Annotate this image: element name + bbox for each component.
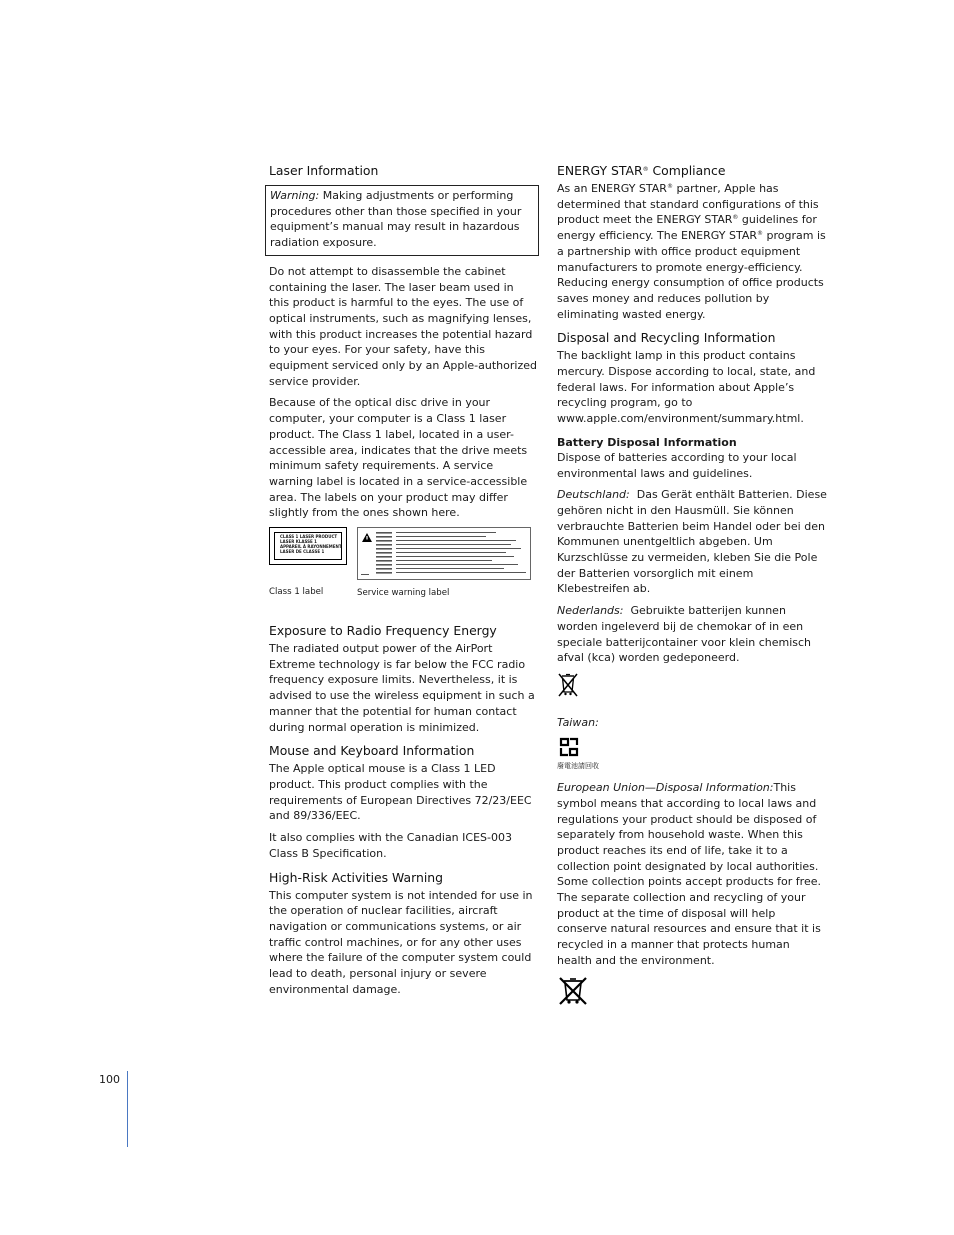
radio-text: The radiated output power of the AirPort Extreme technology is far below the FCC radio frequency exposure limits. Nevertheless, it is advised to use the wireless equipment in such a manner that the potential for human contact during normal operation is minimized. <box>269 642 535 734</box>
disposal-text: The backlight lamp in this product contains mercury. Dispose according to local, state, and federal laws. For information about Apple’s recycling program, go to www.apple.com/environment/summary.html. <box>557 349 816 426</box>
laser-info-heading: Laser Information <box>269 163 379 178</box>
deutschland-text: Deutschland: Das Gerät enthält Batterien. Diese gehören nicht in den Hausmüll. Sie können verbrauchte Batterien beim Handel oder bei den Kommunen unentgeltlich abgeben. Um Kurzschlüsse zu vermeiden, kleben Sie die Pole der Batterien vorsorglich mit einem Klebestreifen ab. <box>557 488 827 596</box>
risk-text: This computer system is not intended for use in the operation of nuclear facilities, aircraft navigation or communications systems, or air traffic control machines, or for any other uses where the failure of the computer system could lead to death, personal injury or severe environmental damage. <box>269 888 533 996</box>
warning-text: Making adjustments or performing procedures other than those specified in your equipment’s manual may result in hazardous radiation exposure. <box>270 189 522 250</box>
mouse-heading: Mouse and Keyboard Information <box>269 743 475 759</box>
laser-warning-box <box>265 185 539 256</box>
mouse-para-1: The Apple optical mouse is a Class 1 LED product. This product complies with the requirements of European Directives 72/23/EEC and 89/336/EEC. <box>269 762 532 823</box>
page-number: 100 <box>99 1073 120 1086</box>
right-column <box>557 163 827 1021</box>
taiwan-recycle-caption: 廢電池請回收 <box>557 762 599 771</box>
disposal-section <box>557 330 827 427</box>
taiwan-recycle-icon <box>557 736 827 770</box>
energy-star-heading: ENERGY STAR® Compliance <box>557 163 726 178</box>
class1-label-image <box>269 527 347 565</box>
battery-heading: Battery Disposal Information <box>557 435 737 449</box>
crossed-bin-small-icon <box>557 672 827 705</box>
mouse-section <box>269 743 537 861</box>
nederlands-text: Nederlands: Gebruikte batterijen kunnen worden ingeleverd bij de chemokar of in een speciale batterijcontainer voor klein chemisch afval (kca) worden gedeponeerd. <box>557 604 812 665</box>
radio-section <box>269 623 537 735</box>
risk-section <box>269 870 537 998</box>
laser-para-1: Do not attempt to disassemble the cabinet containing the laser. The laser beam used in this product is harmful to the eyes. The use of optical instruments, such as magnifying lenses, with this product increases the potential hazard to your eyes. For your safety, have this equipment serviced only by an Apple-authorized service provider. <box>269 264 537 388</box>
radio-heading: Exposure to Radio Frequency Energy <box>269 623 497 639</box>
risk-heading: High-Risk Activities Warning <box>269 869 443 885</box>
energy-star-text: As an ENERGY STAR® partner, Apple has determined that standard configurations of this product meet the ENERGY STAR® guidelines for energy efficiency. The ENERGY STAR® program is a partnership with office product equipment manufacturers to promote energy-efficiency. Reducing energy consumption of office products saves money and reduces pollution by eliminating wasted energy. <box>557 182 826 321</box>
left-column <box>269 163 537 1003</box>
laser-para-2: Because of the optical disc drive in your computer, your computer is a Class 1 laser product. The Class 1 label, located in a user-accessible area, indicates that the drive meets minimum safety requirements. A service warning label is located in a service-accessible area. The labels on your product may differ slightly from the ones shown here. <box>269 396 528 520</box>
class1-label-text: CLASS 1 LASER PRODUCT LASER KLASSE 1 APPAREIL À RAYONNEMENT LASER DE CLASSE 1 <box>280 534 342 555</box>
battery-text: Dispose of batteries according to your local environmental laws and guidelines. <box>557 450 797 480</box>
battery-section <box>557 435 827 770</box>
mouse-para-2: It also complies with the Canadian ICES-003 Class B Specification. <box>269 831 512 860</box>
taiwan-label: Taiwan: <box>557 715 599 729</box>
warning-label: Warning: <box>270 189 320 202</box>
class1-label-caption: Class 1 label <box>269 587 324 598</box>
service-warning-label-image <box>357 527 531 580</box>
service-label-caption: Service warning label <box>357 588 450 599</box>
disposal-heading: Disposal and Recycling Information <box>557 330 776 346</box>
eu-disposal-text: European Union—Disposal Information:This symbol means that according to local laws and regulations your product should be disposed of separately from household waste. When this product reaches its end of life, take it to a collection point designated by local authorities. Some collection points accept products for free. The separate collection and recycling of your product at the time of disposal will help conserve natural resources and ensure that it is recycled in a manner that protects human health and the environment. <box>557 781 821 967</box>
crossed-bin-large-icon <box>557 975 827 1012</box>
page-rule <box>127 1071 128 1147</box>
laser-labels <box>269 527 537 615</box>
